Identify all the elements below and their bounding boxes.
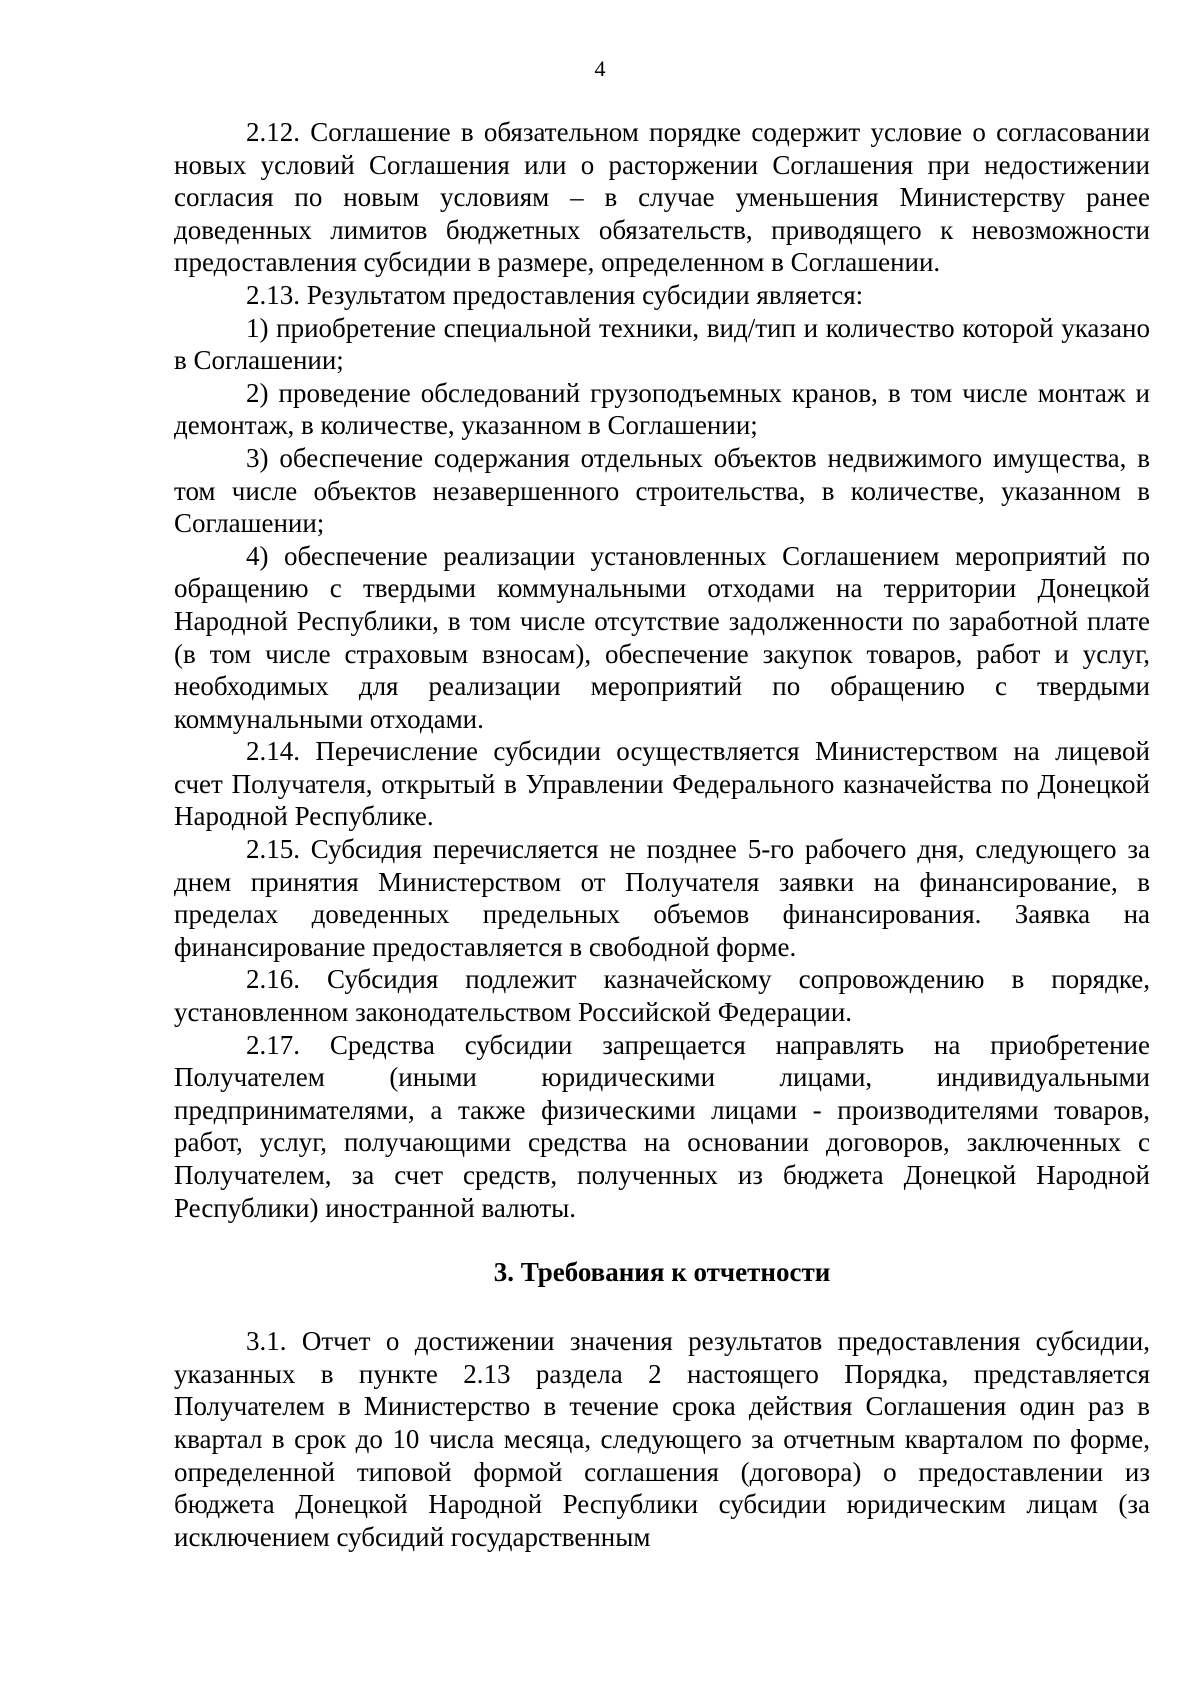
paragraph-2-14: 2.14. Перечисление субсидии осуществляется Министерством на лицевой счет Получателя, открытый в Управлении Федерального казначейства по Донецкой Народной Республике. <box>174 736 1150 832</box>
paragraph-2-16: 2.16. Субсидия подлежит казначейскому сопровождению в порядке, установленном законодательством Российской Федерации. <box>174 964 1150 1028</box>
page-number: 4 <box>594 56 606 81</box>
paragraph-2-12: 2.12. Соглашение в обязательном порядке содержит условие о согласовании новых условий Соглашения или о расторжении Соглашения при недостижении согласия по новым условиям – в случае уменьшения Министерству ранее доведенных лимитов бюджетных обязательств, приводящего к невозможности предоставления субсидии в размере, определенном в Соглашении. <box>174 117 1150 278</box>
list-item-1: 1) приобретение специальной техники, вид/тип и количество которой указано в Соглашении; <box>174 312 1150 376</box>
paragraph-2-17: 2.17. Средства субсидии запрещается направлять на приобретение Получателем (иными юридическими лицами, индивидуальными предпринимателями, а также физическими лицами - производителями товаров, работ, услуг, получающими средства на основании договоров, заключенных с Получателем, за счет средств, полученных из бюджета Донецкой Народной Республики) иностранной валюты. <box>174 1029 1150 1223</box>
document-body <box>174 116 1150 1553</box>
list-item-4: 4) обеспечение реализации установленных Соглашением мероприятий по обращению с твердыми коммунальными отходами на территории Донецкой Народной Республики, в том числе отсутствие задолженности по заработной плате (в том числе страховым взносам), обеспечение закупок товаров, работ и услуг, необходимых для реализации мероприятий по обращению с твердыми коммунальными отходами. <box>174 540 1150 734</box>
section-3-heading: 3. Требования к отчетности <box>493 1257 831 1288</box>
paragraph-3-1: 3.1. Отчет о достижении значения результатов предоставления субсидии, указанных в пункте 2.13 раздела 2 настоящего Порядка, представляется Получателем в Министерство в течение срока действия Соглашения один раз в квартал в срок до 10 числа месяца, следующего за отчетным кварталом по форме, определенной типовой формой соглашения (договора) о предоставлении из бюджета Донецкой Народной Республики субсидии юридическим лицам (за исключением субсидий государственным <box>174 1326 1150 1552</box>
list-item-3: 3) обеспечение содержания отдельных объектов недвижимого имущества, в том числе объектов незавершенного строительства, в количестве, указанном в Соглашении; <box>174 442 1150 539</box>
paragraph-2-13: 2.13. Результатом предоставления субсидии является: <box>246 279 864 310</box>
list-item-2: 2) проведение обследований грузоподъемных кранов, в том числе монтаж и демонтаж, в количестве, указанном в Соглашении; <box>174 377 1150 441</box>
paragraph-2-15: 2.15. Субсидия перечисляется не позднее 5-го рабочего дня, следующего за днем принятия Министерством от Получателя заявки на финансирование, в пределах доведенных предельных объемов финансирования. Заявка на финансирование предоставляется в свободной форме. <box>174 834 1150 962</box>
